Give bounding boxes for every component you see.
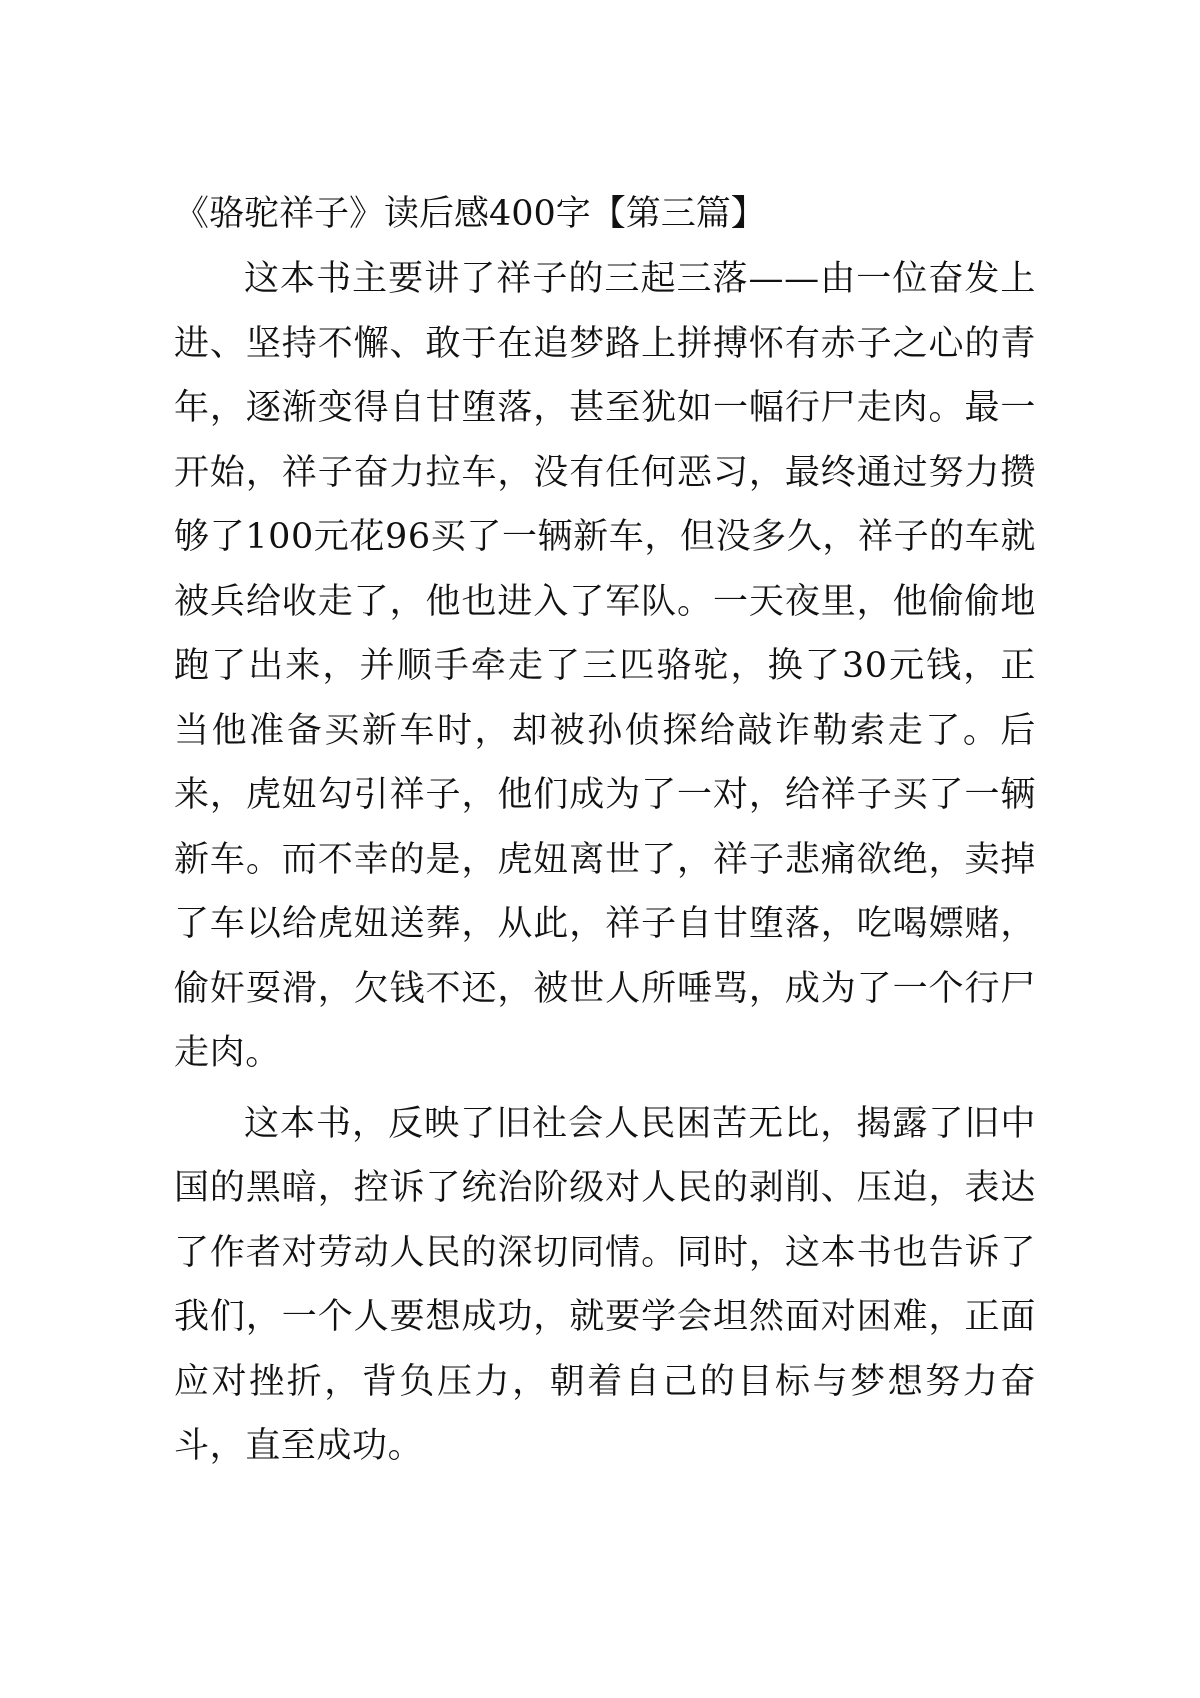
paragraph-summary: 这本书主要讲了祥子的三起三落——由一位奋发上进、坚持不懈、敢于在追梦路上拼搏怀有赤子之心的青年，逐渐变得自甘堕落，甚至犹如一幅行尸走肉。最一开始，祥子奋力拉车，没有任何恶习，最终通过努力攒够了100元花96买了一辆新车，但没多久，祥子的车就被兵给收走了，他也进入了军队。一天夜里，他偷偷地跑了出来，并顺手牵走了三匹骆驼，换了30元钱，正当他准备买新车时，却被孙侦探给敲诈勒索走了。后来，虎妞勾引祥子，他们成为了一对，给祥子买了一辆新车。而不幸的是，虎妞离世了，祥子悲痛欲绝，卖掉了车以给虎妞送葬，从此，祥子自甘堕落，吃喝嫖赌，偷奸耍滑，欠钱不还，被世人所唾骂，成为了一个行尸走肉。: [174, 259, 1036, 1073]
document-body: [174, 182, 1036, 1479]
paragraph-reflection: 这本书，反映了旧社会人民困苦无比，揭露了旧中国的黑暗，控诉了统治阶级对人民的剥削、压迫，表达了作者对劳动人民的深切同情。同时，这本书也告诉了我们，一个人要想成功，就要学会坦然面对困难，正面应对挫折，背负压力，朝着自己的目标与梦想努力奋斗，直至成功。: [174, 1103, 1036, 1466]
document-title: 《骆驼祥子》读后感400字【第三篇】: [174, 194, 766, 234]
